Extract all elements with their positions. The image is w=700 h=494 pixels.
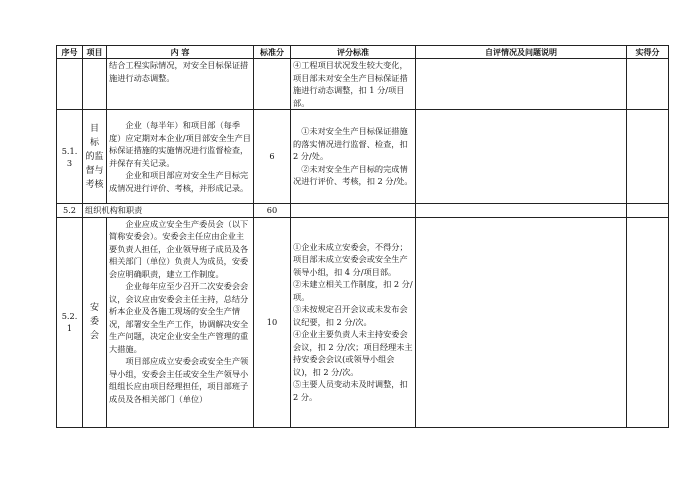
content-paragraph: 企业应成立安全生产委员会（以下简称安委会）。安委会主任应由企业主要负责人担任，企业领导班子成员及各相关部门（单位）负责人为成员，安委会应明确职责，建立工作制度。 <box>109 218 249 279</box>
criteria-item: ⑤主要人员变动未及时调整，扣 2 分。 <box>293 379 408 402</box>
actual-score-cell <box>627 217 669 427</box>
evaluation-table <box>56 45 669 428</box>
content-paragraph: 企业（每半年）和项目部（每季度）应定期对本企业/项目部安全生产目标保证措施的实施情况进行监督检查，并保存有关记录。 <box>109 120 251 168</box>
criteria-cell <box>291 204 416 218</box>
item-line: 的监 <box>85 151 104 162</box>
num-cell <box>57 217 83 427</box>
table-row-continued <box>57 59 669 110</box>
item-line: 目 <box>89 123 99 134</box>
item-line: 标 <box>89 137 99 148</box>
score-cell: 10 <box>254 217 291 427</box>
criteria-cell <box>291 217 416 427</box>
content-paragraph: 企业和项目部应对安全生产目标完成情况进行评价、考核，并形成记录。 <box>109 170 249 193</box>
score-cell: 6 <box>254 110 291 204</box>
num-line: 5.2. <box>61 311 78 321</box>
criteria-item: ③未按规定召开会议或未发布会议纪要，扣 2 分/次。 <box>293 304 408 327</box>
content-paragraph: 项目部应成立安委会或安全生产领导小组，安委会主任或安全生产领导小组组长应由项目经理担任，项目部班子成员及各相关部门（单位） <box>109 356 249 404</box>
table-row-5-2 <box>57 204 669 218</box>
num-cell: 5.2 <box>57 204 83 218</box>
num-cell <box>57 110 83 204</box>
section-label: 组织机构和职责 <box>83 204 254 218</box>
criteria-item: ①未对安全生产目标保证措施的落实情况进行监督、检查，扣 2 分/处。 <box>293 126 408 162</box>
criteria-item: ④企业主要负责人未主持安委会会议，扣 2 分/次；项目经理未主持安委会会议(或领导小组会议)，扣 2 分/次。 <box>293 329 413 377</box>
table-row-5-2-1 <box>57 217 669 427</box>
criteria-cell <box>291 110 416 204</box>
actual-score-cell <box>627 204 669 218</box>
table-row-5-1-3 <box>57 110 669 204</box>
self-eval-cell <box>416 217 627 427</box>
criteria-item: ②未建立相关工作制度，扣 2 分/项。 <box>293 279 413 302</box>
num-line: 1 <box>66 323 73 333</box>
header-num: 序号 <box>57 46 83 59</box>
item-line: 考核 <box>85 179 104 190</box>
content-paragraph: 企业每年应至少召开二次安委会会议，会议应由安委会主任主持，总结分析本企业及各施工现场的安全生产情况，部署安全生产工作，协调解决安全生产问题，决定企业安全生产管理的重大措施。 <box>109 281 249 354</box>
header-criteria: 评分标准 <box>291 46 416 59</box>
item-cell <box>83 110 107 204</box>
criteria-cell <box>291 59 416 110</box>
content-cell <box>107 217 254 427</box>
self-eval-cell <box>416 59 627 110</box>
content-cell <box>107 110 254 204</box>
actual-score-cell <box>627 59 669 110</box>
item-line: 督与 <box>85 165 104 176</box>
header-self-eval: 自评情况及问题说明 <box>416 46 627 59</box>
item-cell <box>83 217 107 427</box>
content-paragraph: 结合工程实际情况，对安全目标保证措施进行动态调整。 <box>109 60 249 83</box>
content-cell <box>107 59 254 110</box>
item-line: 安 委 <box>89 303 99 327</box>
header-score: 标准分 <box>254 46 291 59</box>
header-actual: 实得分 <box>627 46 669 59</box>
num-line: 5.1. <box>61 145 78 156</box>
self-eval-cell <box>416 110 627 204</box>
header-content: 内 容 <box>107 46 254 59</box>
num-line: 3 <box>66 157 73 168</box>
actual-score-cell <box>627 110 669 204</box>
score-cell <box>254 59 291 110</box>
item-cell <box>83 59 107 110</box>
num-cell <box>57 59 83 110</box>
criteria-item: ②未对安全生产目标的完成情况进行评价、考核，扣 2 分/处。 <box>293 163 413 187</box>
criteria-item: ④工程项目状况发生较大变化，项目部未对安全生产目标保证措施进行动态调整，扣 1 分/项目部。 <box>293 60 408 108</box>
header-row <box>57 46 669 59</box>
item-line: 会 <box>89 331 99 341</box>
header-item: 项目 <box>83 46 107 59</box>
score-cell: 60 <box>254 204 291 218</box>
criteria-item: ①企业未成立安委会，不得分；项目部未成立安委会或安全生产领导小组，扣 4 分/项目部。 <box>293 241 408 277</box>
self-eval-cell <box>416 204 627 218</box>
